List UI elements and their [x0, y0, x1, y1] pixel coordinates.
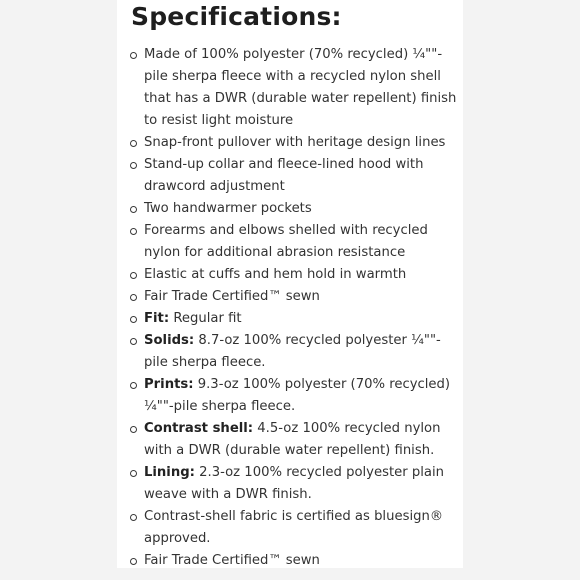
- spec-item: [127, 286, 457, 308]
- spec-text: Fair Trade Certified™ sewn: [144, 553, 320, 568]
- bullet-circle-icon: [130, 558, 137, 565]
- spec-item: [127, 506, 457, 550]
- bullet-circle-icon: [130, 316, 137, 323]
- bullet-circle-icon: [130, 162, 137, 169]
- bullet-circle-icon: [130, 52, 137, 59]
- spec-text: Contrast-shell fabric is certified as bluesign® approved.: [144, 509, 444, 546]
- specifications-list: [127, 44, 457, 568]
- bullet-circle-icon: [130, 140, 137, 147]
- section-title: Specifications:: [131, 2, 342, 31]
- bullet-circle-icon: [130, 294, 137, 301]
- spec-item: [127, 418, 457, 462]
- spec-item: [127, 264, 457, 286]
- spec-text: Forearms and elbows shelled with recycled nylon for additional abrasion resistance: [144, 223, 428, 260]
- spec-label: Solids:: [144, 333, 195, 348]
- bullet-circle-icon: [130, 382, 137, 389]
- spec-label: Fit:: [144, 311, 170, 326]
- spec-label: Lining:: [144, 465, 195, 480]
- specifications-panel: [117, 0, 463, 568]
- bullet-circle-icon: [130, 426, 137, 433]
- spec-text: 4.5-oz 100% recycled nylon with a DWR (durable water repellent) finish.: [144, 421, 441, 458]
- bullet-circle-icon: [130, 338, 137, 345]
- spec-item: [127, 374, 457, 418]
- spec-text: Elastic at cuffs and hem hold in warmth: [144, 267, 407, 282]
- bullet-circle-icon: [130, 470, 137, 477]
- spec-label: Contrast shell:: [144, 421, 254, 436]
- spec-text: Two handwarmer pockets: [144, 201, 312, 216]
- spec-item: [127, 220, 457, 264]
- spec-item: [127, 550, 457, 568]
- spec-text: 8.7-oz 100% recycled polyester ¼""-pile sherpa fleece.: [144, 333, 441, 370]
- spec-text: Stand-up collar and fleece-lined hood with drawcord adjustment: [144, 157, 424, 194]
- spec-item: [127, 462, 457, 506]
- bullet-circle-icon: [130, 228, 137, 235]
- spec-text: Made of 100% polyester (70% recycled) ¼""-pile sherpa fleece with a recycled nylon shell that has a DWR (durable water repellent) finish to resist light moisture: [144, 47, 457, 128]
- bullet-circle-icon: [130, 514, 137, 521]
- spec-text: 9.3-oz 100% polyester (70% recycled) ¼""-pile sherpa fleece.: [144, 377, 451, 414]
- spec-text: Snap-front pullover with heritage design lines: [144, 135, 446, 150]
- spec-item: [127, 198, 457, 220]
- spec-text: Fair Trade Certified™ sewn: [144, 289, 320, 304]
- spec-item: [127, 330, 457, 374]
- bullet-circle-icon: [130, 272, 137, 279]
- bullet-circle-icon: [130, 206, 137, 213]
- spec-text: 2.3-oz 100% recycled polyester plain weave with a DWR finish.: [144, 465, 445, 502]
- spec-item: [127, 308, 457, 330]
- spec-label: Prints:: [144, 377, 194, 392]
- spec-text: Regular fit: [173, 311, 242, 326]
- spec-item: [127, 154, 457, 198]
- spec-item: [127, 44, 457, 132]
- spec-item: [127, 132, 457, 154]
